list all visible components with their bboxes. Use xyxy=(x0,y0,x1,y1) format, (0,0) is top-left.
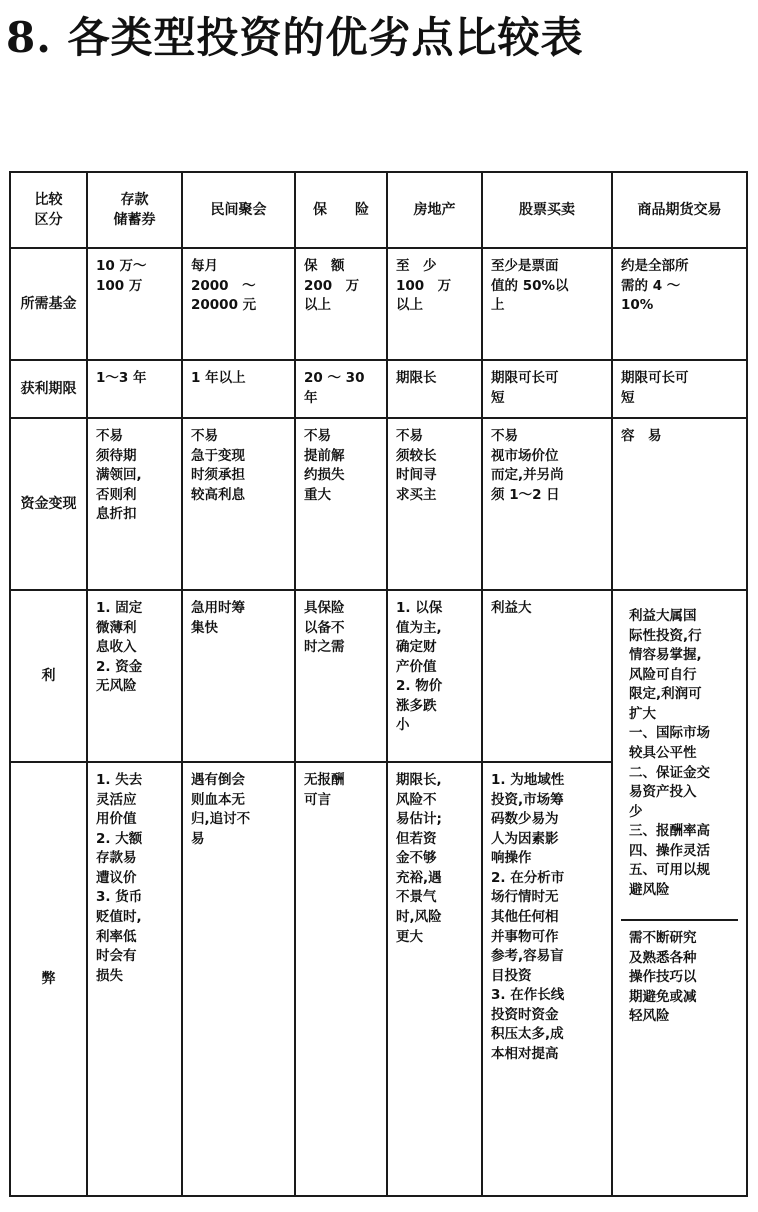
col-header-stocks xyxy=(482,172,612,248)
table-cell: 1 年以上 xyxy=(182,360,295,418)
table-cell: 1. 为地域性 投资,市场筹 码数少易为 人为因素影 响操作 2. 在分析市 场行情时无 其他任何相 并事物可作 参考,容易盲 目投资 3. 在作长线 投资时资金 积压太多,成 本相对提高 xyxy=(482,762,612,1196)
table-cell: 不易 须待期 满领回, 否则利 息折扣 xyxy=(87,418,182,590)
table-cell: 期限可长可 短 xyxy=(482,360,612,418)
futures-split xyxy=(621,599,738,1187)
col-header-line2: 储蓄券 xyxy=(113,212,156,228)
table-cell: 1～3 年 xyxy=(87,360,182,418)
col-header-private-club xyxy=(182,172,295,248)
col-header-line1: 保 险 xyxy=(313,201,369,218)
col-header-line1: 商品期货交易 xyxy=(637,201,722,218)
futures-disadvantages: 需不断研究 及熟悉各种 操作技巧以 期避免或减 轻风险 xyxy=(629,930,697,1025)
table-cell: 具保险 以备不 时之需 xyxy=(295,590,387,762)
row-profit-term xyxy=(10,360,747,418)
col-header-futures xyxy=(612,172,747,248)
col-header-line1: 存款 xyxy=(120,191,149,208)
table-cell: 保 额 200 万 以上 xyxy=(295,248,387,360)
row-label: 所需基金 xyxy=(10,248,87,360)
row-advantages xyxy=(10,590,747,762)
table-cell: 期限可长可 短 xyxy=(612,360,747,418)
header-row xyxy=(10,172,747,248)
table-cell: 1. 失去 灵活应 用价值 2. 大额 存款易 遭议价 3. 货币 贬值时, 利率低 时会有 损失 xyxy=(87,762,182,1196)
table-cell: 1. 以保 值为主, 确定财 产价值 2. 物价 涨多跌 小 xyxy=(387,590,482,762)
table-cell: 期限长, 风险不 易估计; 但若资 金不够 充裕,遇 不景气 时,风险 更大 xyxy=(387,762,482,1196)
table-cell: 约是全部所 需的 4 ～ 10% xyxy=(612,248,747,360)
col-header-line1: 房地产 xyxy=(413,201,456,218)
page-title: 8. 各类型投资的优劣点比较表 xyxy=(6,13,584,62)
col-header-deposit xyxy=(87,172,182,248)
table-cell: 急用时筹 集快 xyxy=(182,590,295,762)
table-cell: 不易 须较长 时间寻 求买主 xyxy=(387,418,482,590)
row-required-funds xyxy=(10,248,747,360)
futures-advantages: 利益大属国 际性投资,行 情容易掌握, 风险可自行 限定,利润可 扩大 一、国际市场 较具公平性 二、保证金交 易资产投入 少 三、报酬率高 四、操作灵活 五、可用以规 避风险 xyxy=(621,599,738,921)
table-cell: 不易 提前解 约损失 重大 xyxy=(295,418,387,590)
table-cell: 不易 急于变现 时须承担 较高利息 xyxy=(182,418,295,590)
row-liquidity xyxy=(10,418,747,590)
row-label: 资金变现 xyxy=(10,418,87,590)
table-cell: 容 易 xyxy=(612,418,747,590)
table-cell: 10 万～ 100 万 xyxy=(87,248,182,360)
corner-header xyxy=(10,172,87,248)
table-cell: 每月 2000 ～ 20000 元 xyxy=(182,248,295,360)
row-label: 获利期限 xyxy=(10,360,87,418)
col-header-real-estate xyxy=(387,172,482,248)
table-cell: 至少是票面 值的 50%以 上 xyxy=(482,248,612,360)
table-cell: 不易 视市场价位 而定,并另尚 须 1～2 日 xyxy=(482,418,612,590)
table-cell: 期限长 xyxy=(387,360,482,418)
table-cell: 利益大 xyxy=(482,590,612,762)
table-cell: 1. 固定 微薄利 息收入 2. 资金 无风险 xyxy=(87,590,182,762)
table-cell: 遇有倒会 则血本无 归,追讨不 易 xyxy=(182,762,295,1196)
table-cell: 20 ～ 30 年 xyxy=(295,360,387,418)
col-header-line1: 民间聚会 xyxy=(210,201,267,218)
col-header-line1: 股票买卖 xyxy=(519,201,575,218)
row-label: 利 xyxy=(10,590,87,762)
col-header-insurance xyxy=(295,172,387,248)
corner-top-label: 比较 xyxy=(34,191,63,208)
comparison-table xyxy=(9,171,748,1197)
table-cell: 至 少 100 万 以上 xyxy=(387,248,482,360)
table-cell: 无报酬 可言 xyxy=(295,762,387,1196)
futures-pros-cons-cell xyxy=(612,590,747,1196)
row-label: 弊 xyxy=(10,762,87,1196)
corner-bottom-label: 区分 xyxy=(34,212,63,228)
